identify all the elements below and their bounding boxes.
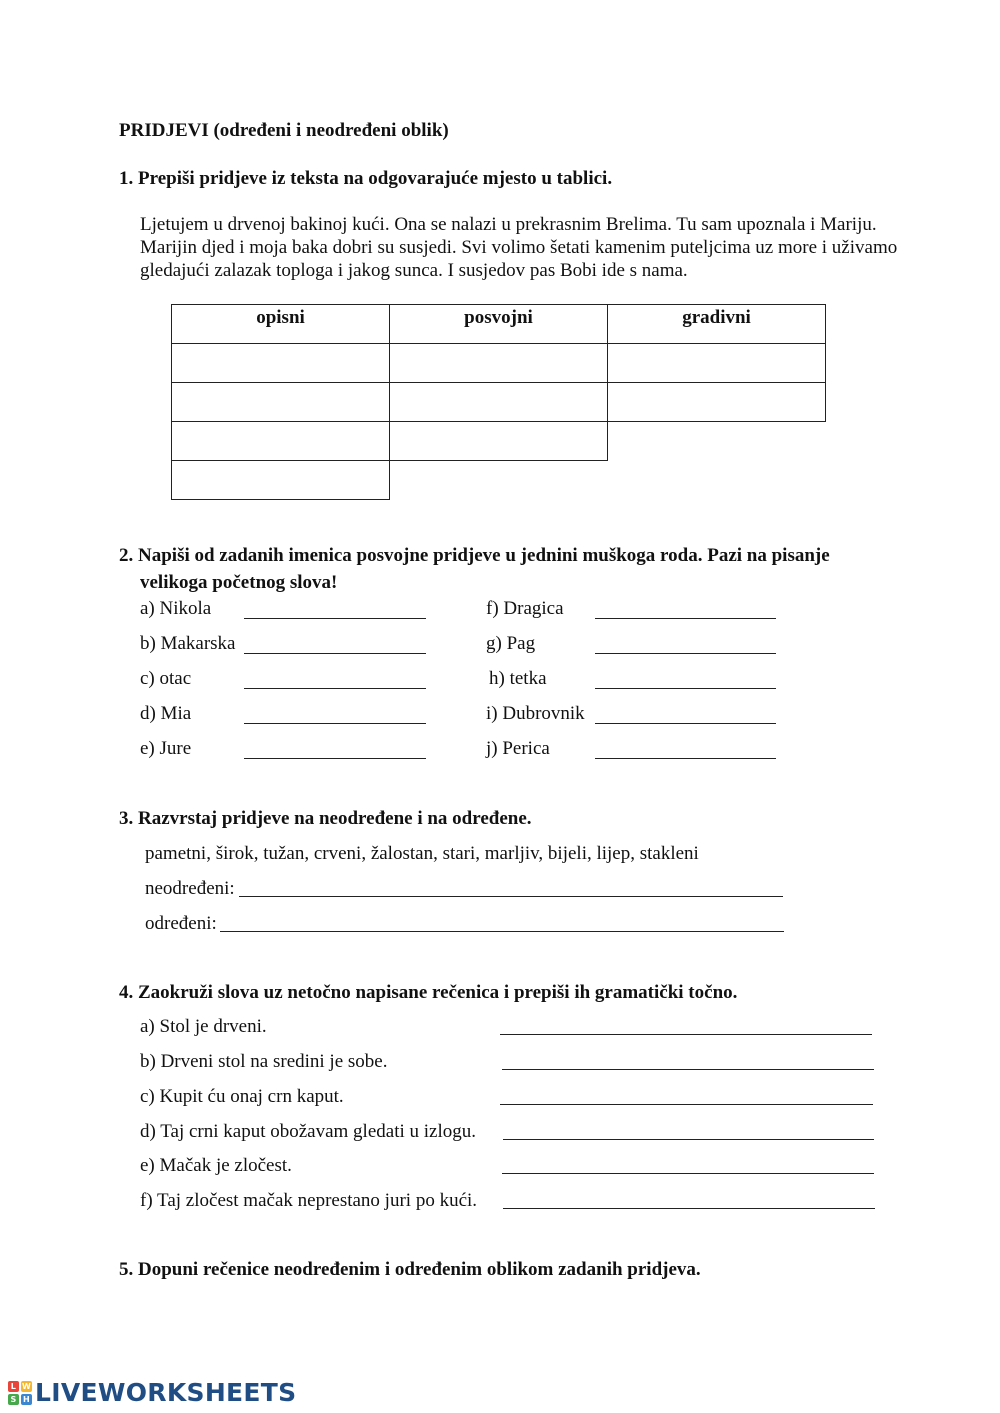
answer-line[interactable] bbox=[595, 604, 776, 619]
task2-item-label: b) Makarska bbox=[140, 633, 236, 654]
task2-item-label: i) Dubrovnik bbox=[486, 703, 585, 724]
answer-line[interactable] bbox=[502, 1055, 874, 1070]
answer-cell[interactable] bbox=[390, 422, 608, 461]
answer-line[interactable] bbox=[244, 744, 426, 759]
task4-sentence[interactable]: f) Taj zločest mačak neprestano juri po kući. bbox=[140, 1190, 478, 1211]
task4-heading: 4. Zaokruži slova uz netočno napisane rečenica i prepiši ih gramatički točno. bbox=[119, 982, 738, 1003]
answer-line[interactable] bbox=[500, 1090, 873, 1105]
definite-answer-line[interactable] bbox=[220, 917, 784, 932]
task4-sentence[interactable]: d) Taj crni kaput obožavam gledati u izlogu. bbox=[140, 1121, 476, 1142]
answer-cell[interactable] bbox=[608, 344, 826, 383]
task1-heading: 1. Prepiši pridjeve iz teksta na odgovarajuće mjesto u tablici. bbox=[119, 168, 613, 189]
adjective-table bbox=[171, 304, 826, 500]
answer-line[interactable] bbox=[244, 709, 426, 724]
liveworksheets-logo[interactable] bbox=[8, 1378, 296, 1407]
task4-sentence[interactable]: e) Mačak je zločest. bbox=[140, 1155, 292, 1176]
answer-line[interactable] bbox=[244, 674, 426, 689]
task3-word-list: pametni, širok, tužan, crveni, žalostan, stari, marljiv, bijeli, lijep, stakleni bbox=[145, 843, 699, 864]
task2-item-label: a) Nikola bbox=[140, 598, 212, 619]
indefinite-answer-line[interactable] bbox=[239, 882, 783, 897]
column-gradivni: gradivni bbox=[608, 305, 826, 344]
task2-item-label: d) Mia bbox=[140, 703, 192, 724]
task4-sentence[interactable]: b) Drveni stol na sredini je sobe. bbox=[140, 1051, 388, 1072]
task4-sentence[interactable]: a) Stol je drveni. bbox=[140, 1016, 267, 1037]
answer-cell[interactable] bbox=[172, 344, 390, 383]
definite-label: određeni: bbox=[145, 913, 217, 934]
task5-heading: 5. Dopuni rečenice neodređenim i određenim oblikom zadanih pridjeva. bbox=[119, 1259, 701, 1280]
page-title: PRIDJEVI (određeni i neodređeni oblik) bbox=[119, 120, 449, 141]
answer-cell[interactable] bbox=[172, 422, 390, 461]
task2-item-label: j) Perica bbox=[486, 738, 550, 759]
task2-item-label: h) tetka bbox=[489, 668, 547, 689]
task2-item-label: e) Jure bbox=[140, 738, 192, 759]
answer-line[interactable] bbox=[595, 709, 776, 724]
logo-cubes-icon: L W S H bbox=[8, 1381, 32, 1405]
answer-line[interactable] bbox=[502, 1159, 874, 1174]
task2-heading: 2. Napiši od zadanih imenica posvojne pridjeve u jednini muškoga roda. Pazi na pisanje bbox=[119, 545, 830, 566]
answer-line[interactable] bbox=[244, 604, 426, 619]
answer-line[interactable] bbox=[244, 639, 426, 654]
column-posvojni: posvojni bbox=[390, 305, 608, 344]
answer-line[interactable] bbox=[595, 674, 776, 689]
column-opisni: opisni bbox=[172, 305, 390, 344]
answer-cell[interactable] bbox=[390, 383, 608, 422]
task1-text: Ljetujem u drvenoj bakinoj kući. Ona se nalazi u prekrasnim Brelima. Tu sam upoznala i Mariju. Marijin djed i moja baka dobri su susjedi. Svi volimo šetati kamenim puteljcima uz more i uživamo gledajući zalazak toploga i jakog sunca. I susjedov pas Bobi ide s nama. bbox=[140, 214, 898, 281]
answer-cell[interactable] bbox=[172, 461, 390, 500]
task2-item-label: c) otac bbox=[140, 668, 192, 689]
answer-line[interactable] bbox=[595, 744, 776, 759]
answer-line[interactable] bbox=[595, 639, 776, 654]
answer-line[interactable] bbox=[503, 1125, 874, 1140]
answer-cell[interactable] bbox=[390, 344, 608, 383]
answer-line[interactable] bbox=[503, 1194, 875, 1209]
indefinite-label: neodređeni: bbox=[145, 878, 235, 899]
task2-item-label: g) Pag bbox=[486, 633, 536, 654]
answer-cell[interactable] bbox=[608, 383, 826, 422]
answer-cell[interactable] bbox=[172, 383, 390, 422]
task4-sentence[interactable]: c) Kupit ću onaj crn kaput. bbox=[140, 1086, 344, 1107]
task2-heading-cont: velikoga početnog slova! bbox=[140, 572, 338, 593]
task2-item-label: f) Dragica bbox=[486, 598, 564, 619]
logo-text: LIVEWORKSHEETS bbox=[35, 1378, 297, 1407]
task3-heading: 3. Razvrstaj pridjeve na neodređene i na određene. bbox=[119, 808, 532, 829]
answer-line[interactable] bbox=[500, 1020, 872, 1035]
